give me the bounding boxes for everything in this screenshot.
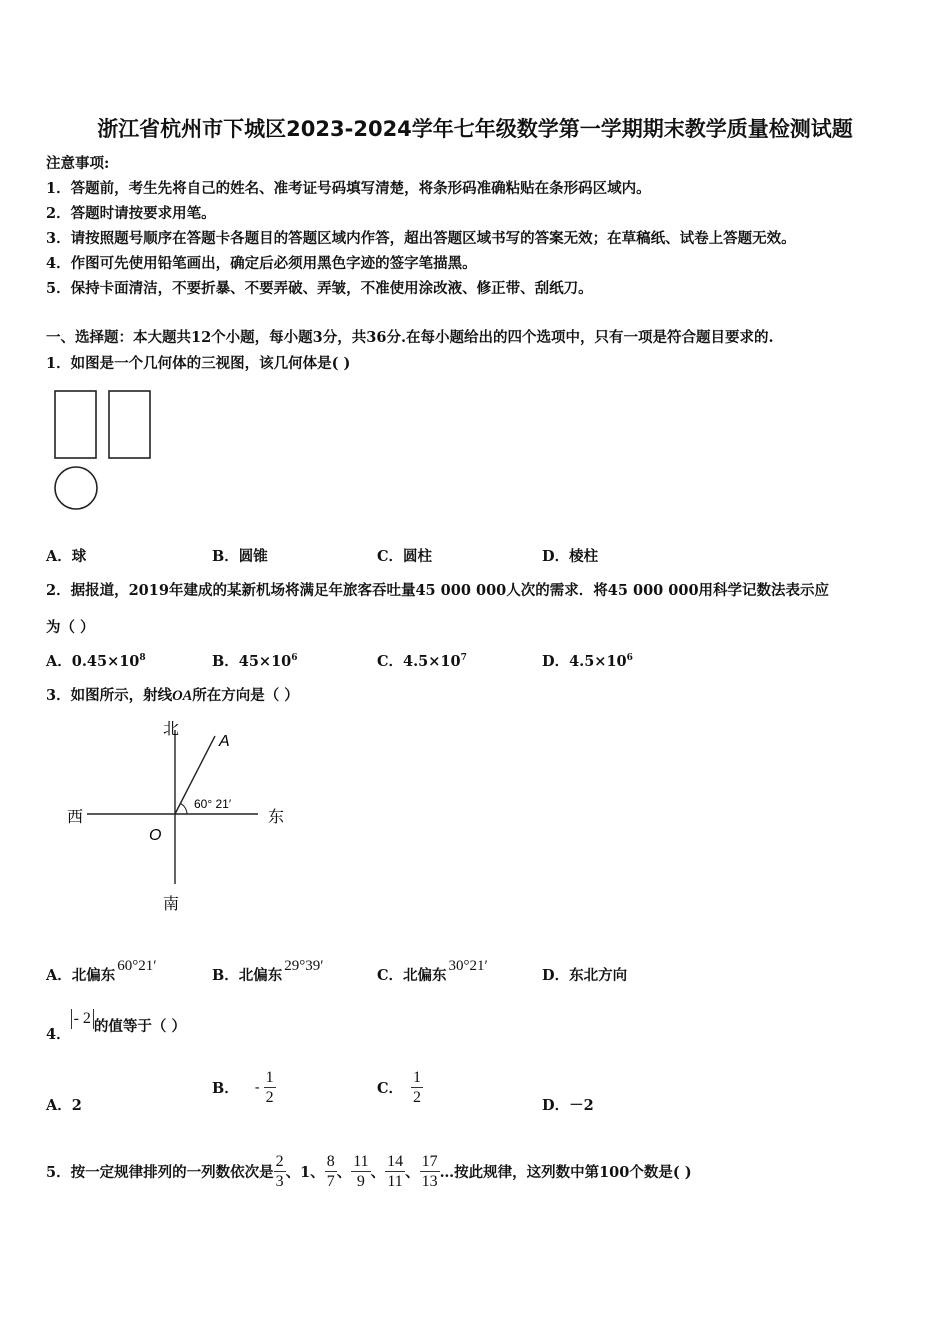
q3-option-a[interactable]: A．北偏东60°21′ xyxy=(46,958,157,984)
q2-option-d[interactable]: D．$4.5\times 10^6$ xyxy=(542,653,633,670)
top-view-circle xyxy=(55,467,97,509)
abs-value-expression: - 2 xyxy=(71,1009,94,1029)
q2-option-b[interactable]: B．$45\times 10^6$ xyxy=(212,653,298,670)
q5-stem: 5．按一定规律排列的一列数依次是 $\frac{2}{3}$ 、1、 $\frac{8}{7}$ 、 $\frac{11}{9}$ 、 $\frac{14}{11}$ 、 $\frac{17}{13}$ …按此规律，这列数中第100个数是( ) xyxy=(46,1153,692,1190)
q4-option-d[interactable]: D．－2 xyxy=(542,1097,594,1114)
q3-option-d[interactable]: D．东北方向 xyxy=(542,967,628,984)
q4-option-a[interactable]: A．2 xyxy=(46,1097,82,1114)
east-label: 东 xyxy=(268,807,285,826)
notes-heading: 注意事项: xyxy=(46,155,110,172)
page-title: 浙江省杭州市下城区2023-2024学年七年级数学第一学期期末教学质量检测试题 xyxy=(97,117,853,141)
angle-arc xyxy=(181,804,188,815)
angle-label: 60° 21′ xyxy=(194,797,232,811)
q1-option-a[interactable]: A．球 xyxy=(46,548,87,565)
north-label: 北 xyxy=(163,719,180,738)
q3-option-c[interactable]: C．北偏东30°21′ xyxy=(377,958,488,984)
q2-option-a[interactable]: A．$0.45\times 10^8$ xyxy=(46,653,146,670)
compass-figure xyxy=(65,712,305,917)
side-view-rect xyxy=(109,391,150,458)
origin-label: O xyxy=(149,827,162,844)
point-a-label: A xyxy=(219,733,230,750)
q4-stem: 4．- 2 的值等于（ ） xyxy=(46,1010,186,1043)
three-views-figure xyxy=(50,388,160,513)
west-label: 西 xyxy=(67,807,84,826)
note-item: 1．答题前，考生先将自己的姓名、准考证号码填写清楚，将条形码准确粘贴在条形码区域内。 xyxy=(46,180,651,197)
q2-stem-line2: 为（ ） xyxy=(46,619,95,636)
note-item: 3．请按照题号顺序在答题卡各题目的答题区域内作答，超出答题区域书写的答案无效；在草稿纸、试卷上答题无效。 xyxy=(46,230,796,247)
note-item: 2．答题时请按要求用笔。 xyxy=(46,205,216,222)
south-label: 南 xyxy=(163,894,180,913)
note-item: 4．作图可先使用铅笔画出，确定后必须用黑色字迹的签字笔描黑。 xyxy=(46,255,477,272)
q3-stem: 3．如图所示，射线OA所在方向是（ ） xyxy=(46,687,299,704)
front-view-rect xyxy=(55,391,96,458)
q2-stem-line1: 2．据报道，2019年建成的某新机场将满足年旅客吞吐量45 000 000人次的需求．将45 000 000用科学记数法表示应 xyxy=(46,582,830,599)
note-item: 5．保持卡面清洁，不要折暴、不要弄破、弄皱，不准使用涂改液、修正带、刮纸刀。 xyxy=(46,280,593,297)
q2-option-c[interactable]: C．$4.5\times 10^7$ xyxy=(377,653,467,670)
q3-option-b[interactable]: B．北偏东29°39′ xyxy=(212,958,324,984)
q1-option-b[interactable]: B．圆锥 xyxy=(212,548,268,565)
q1-option-d[interactable]: D．棱柱 xyxy=(542,548,599,565)
q4-option-c[interactable]: C． $\frac{1}{2}$ xyxy=(377,1069,422,1106)
q1-stem: 1．如图是一个几何体的三视图，该几何体是( ) xyxy=(46,355,351,372)
section-heading: 一、选择题：本大题共12个小题，每小题3分，共36分.在每小题给出的四个选项中，只有一项是符合题目要求的. xyxy=(46,329,774,346)
q4-option-b[interactable]: B． - $\frac{1}{2}$ xyxy=(212,1069,274,1106)
q1-option-c[interactable]: C．圆柱 xyxy=(377,548,433,565)
